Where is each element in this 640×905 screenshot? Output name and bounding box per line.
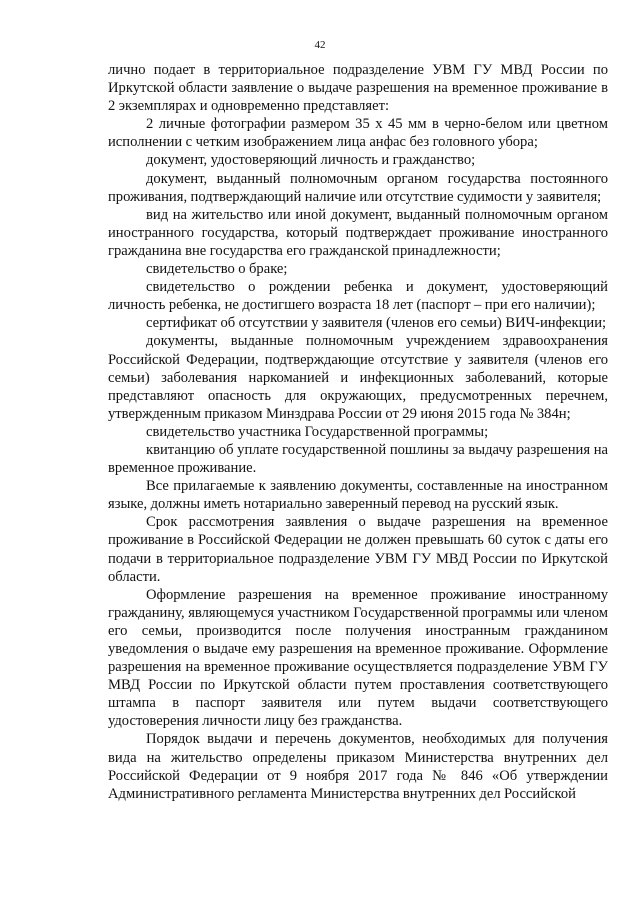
list-item-state-fee-receipt: квитанцию об уплате государственной пошлины за выдачу разрешения на временное проживание. (108, 441, 608, 477)
list-item-hiv-certificate: сертификат об отсутствии у заявителя (членов его семьи) ВИЧ-инфекции; (146, 315, 607, 332)
list-item-medical-documents: документы, выданные полномочным учреждением здравоохранения Российской Федерации, подтверждающие отсутствие у заявителя (членов его семьи) заболевания наркоманией и инфекционных заболеваний, которые представляют опасность для окружающих, предусмотренных перечнем, утвержденным приказом Минздрава России от 29 июня 2015 года № 384н; (108, 333, 608, 422)
list-item-program-participant: свидетельство участника Государственной программы; (146, 423, 489, 440)
list-item-identity-document: документ, удостоверяющий личность и гражданство; (146, 152, 476, 169)
paragraph-translation: Все прилагаемые к заявлению документы, составленные на иностранном языке, должны иметь нотариально заверенный перевод на русский язык. (108, 478, 608, 513)
list-item-birth-certificate: свидетельство о рождении ребенка и документ, удостоверяющий личность ребенка, не достигшего возраста 18 лет (паспорт – при его наличии); (108, 279, 608, 314)
list-item-residence-permit: вид на жительство или иной документ, выданный полномочным органом иностранного государства, который подтверждает проживание иностранного гражданина вне государства его гражданской принадлежности; (108, 206, 608, 259)
list-item-marriage-certificate: свидетельство о браке; (146, 261, 288, 278)
paragraph-review-period: Срок рассмотрения заявления о выдаче разрешения на временное проживание в Российской Федерации не должен превышать 60 суток с даты его подачи в территориальное подразделение УВМ ГУ МВД России по Иркутской области. (108, 514, 608, 585)
page-number: 42 (314, 39, 326, 51)
paragraph-permit-issuance: Оформление разрешения на временное проживание иностранному гражданину, являющемуся участником Государственной программы или членом его семьи, производится после получения иностранным гражданином уведомления о выдаче ему разрешения на временное проживание. Оформление разрешения на временное проживание осуществляется подразделение УВМ ГУ МВД России по Иркутской области путем проставления соответствующего штампа в паспорт заявителя или путем выдачи соответствующего удостоверения личности лицу без гражданства. (108, 586, 608, 730)
paragraph-residence-procedure: Порядок выдачи и перечень документов, необходимых для получения вида на жительство определены приказом Министерства внутренних дел Российской Федерации от 9 ноября 2017 года № 846 «Об утверждении Административного регламента Министерства внутренних дел Российской (108, 731, 608, 802)
list-item-criminal-record: документ, выданный полномочным органом государства постоянного проживания, подтверждающий наличие или отсутствие судимости у заявителя; (108, 170, 608, 205)
list-item-photos: 2 личные фотографии размером 35 х 45 мм в черно-белом или цветном исполнении с четким изображением лица анфас без головного убора; (108, 116, 608, 151)
document-body (108, 61, 608, 803)
paragraph-continuation: лично подает в территориальное подразделение УВМ ГУ МВД России по Иркутской области заявление о выдаче разрешения на временное проживание в 2 экземплярах и одновременно представляет: (108, 62, 608, 115)
